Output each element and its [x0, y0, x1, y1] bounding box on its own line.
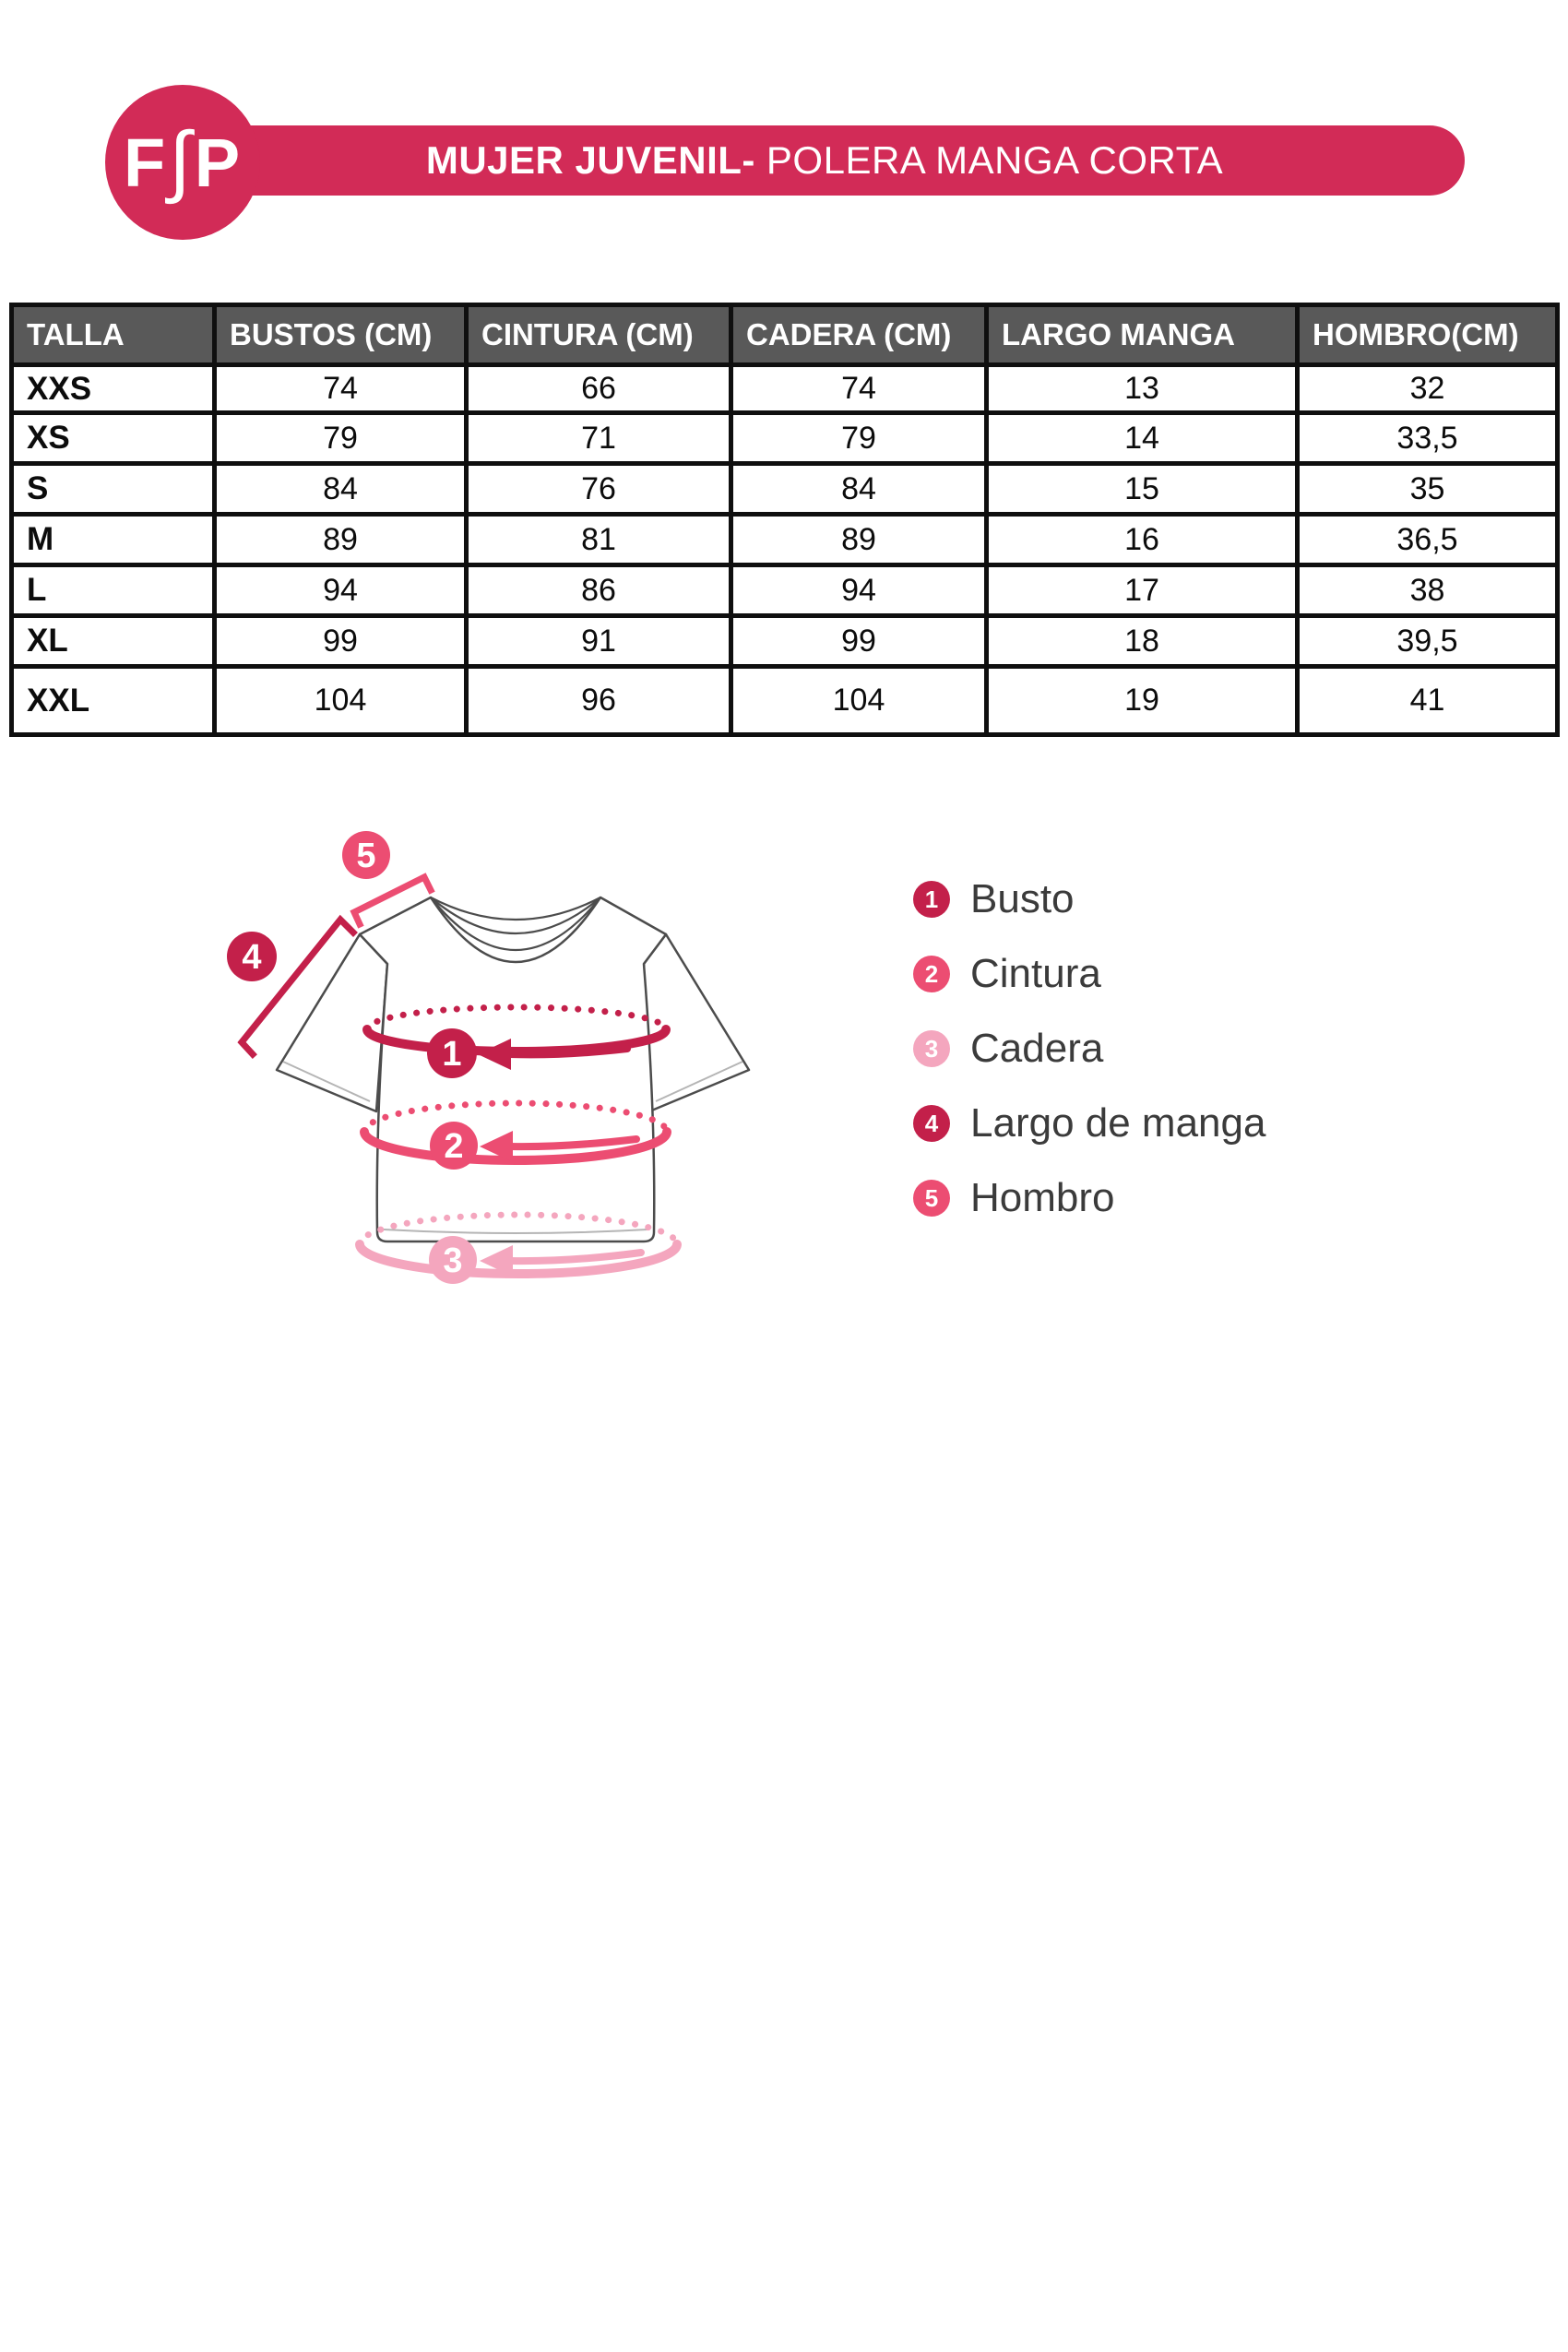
measurement-cell: 39,5 — [1298, 616, 1558, 667]
size-label-cell: XXL — [12, 667, 215, 735]
brand-logo — [105, 85, 260, 240]
legend-number-circle: 3 — [913, 1030, 950, 1067]
column-header: CINTURA (CM) — [467, 305, 731, 365]
measurement-cell: 79 — [731, 413, 987, 464]
hip-badge-number: 3 — [443, 1241, 463, 1280]
size-table-header-row — [12, 305, 1558, 365]
logo-letter-p: P — [194, 124, 243, 201]
measurement-cell: 96 — [467, 667, 731, 735]
hip-arrow-line — [511, 1253, 641, 1261]
tshirt-measurement-diagram — [184, 812, 830, 1328]
measurement-cell: 35 — [1298, 464, 1558, 515]
size-label-cell: M — [12, 515, 215, 565]
logo-curve-glyph: ∫ — [169, 115, 193, 205]
size-table-body — [12, 365, 1558, 735]
measurement-cell: 14 — [987, 413, 1298, 464]
measurement-cell: 66 — [467, 365, 731, 413]
table-row — [12, 616, 1558, 667]
table-row — [12, 365, 1558, 413]
legend-number-circle: 1 — [913, 881, 950, 918]
table-row — [12, 413, 1558, 464]
measurement-cell: 94 — [731, 565, 987, 616]
legend-label: Cintura — [970, 951, 1101, 996]
measurement-cell: 89 — [731, 515, 987, 565]
measurement-cell: 104 — [215, 667, 467, 735]
legend-number-circle: 2 — [913, 956, 950, 992]
legend-number-circle: 5 — [913, 1180, 950, 1217]
measurement-cell: 41 — [1298, 667, 1558, 735]
measurement-cell: 94 — [215, 565, 467, 616]
table-row — [12, 515, 1558, 565]
size-label-cell: XXS — [12, 365, 215, 413]
title-banner — [184, 125, 1465, 196]
measurement-cell: 99 — [731, 616, 987, 667]
table-row — [12, 565, 1558, 616]
neckline-band-2 — [431, 897, 600, 933]
measurement-cell: 38 — [1298, 565, 1558, 616]
legend-item — [913, 876, 1265, 922]
measurement-cell: 76 — [467, 464, 731, 515]
measurement-cell: 18 — [987, 616, 1298, 667]
measurement-cell: 91 — [467, 616, 731, 667]
legend-label: Largo de manga — [970, 1100, 1266, 1146]
column-header: BUSTOS (CM) — [215, 305, 467, 365]
size-label-cell: L — [12, 565, 215, 616]
legend-item — [913, 1026, 1265, 1072]
shoulder-badge-number: 5 — [356, 837, 376, 875]
column-header: LARGO MANGA — [987, 305, 1298, 365]
measurement-cell: 17 — [987, 565, 1298, 616]
table-row — [12, 667, 1558, 735]
measurement-cell: 19 — [987, 667, 1298, 735]
legend-label: Cadera — [970, 1026, 1104, 1071]
legend-label: Hombro — [970, 1175, 1115, 1220]
table-row — [12, 464, 1558, 515]
measurement-cell: 84 — [731, 464, 987, 515]
measurement-cell: 79 — [215, 413, 467, 464]
measurement-cell: 71 — [467, 413, 731, 464]
size-label-cell: S — [12, 464, 215, 515]
measurement-cell: 74 — [731, 365, 987, 413]
size-label-cell: XS — [12, 413, 215, 464]
measurement-cell: 74 — [215, 365, 467, 413]
size-table — [9, 303, 1560, 737]
column-header: TALLA — [12, 305, 215, 365]
legend-label: Busto — [970, 876, 1075, 921]
legend — [913, 876, 1265, 1250]
bust-badge-number: 1 — [442, 1035, 462, 1074]
sleeve-length-badge-number: 4 — [242, 938, 262, 977]
size-label-cell: XL — [12, 616, 215, 667]
measurement-cell: 15 — [987, 464, 1298, 515]
measurement-cell: 81 — [467, 515, 731, 565]
column-header: CADERA (CM) — [731, 305, 987, 365]
banner-title-regular: POLERA MANGA CORTA — [766, 138, 1224, 182]
legend-item — [913, 1100, 1265, 1146]
measurement-cell: 99 — [215, 616, 467, 667]
column-header: HOMBRO(CM) — [1298, 305, 1558, 365]
logo-letter-f: F — [123, 124, 168, 201]
waist-badge-number: 2 — [444, 1127, 464, 1166]
banner-title-bold: MUJER JUVENIL- — [425, 138, 755, 182]
measurement-cell: 32 — [1298, 365, 1558, 413]
measurement-cell: 16 — [987, 515, 1298, 565]
measurement-cell: 86 — [467, 565, 731, 616]
measurement-cell: 13 — [987, 365, 1298, 413]
measurement-cell: 104 — [731, 667, 987, 735]
measurement-cell: 84 — [215, 464, 467, 515]
legend-item — [913, 1175, 1265, 1221]
measurement-cell: 33,5 — [1298, 413, 1558, 464]
measurement-cell: 89 — [215, 515, 467, 565]
measurement-cell: 36,5 — [1298, 515, 1558, 565]
legend-number-circle: 4 — [913, 1105, 950, 1142]
legend-item — [913, 951, 1265, 997]
